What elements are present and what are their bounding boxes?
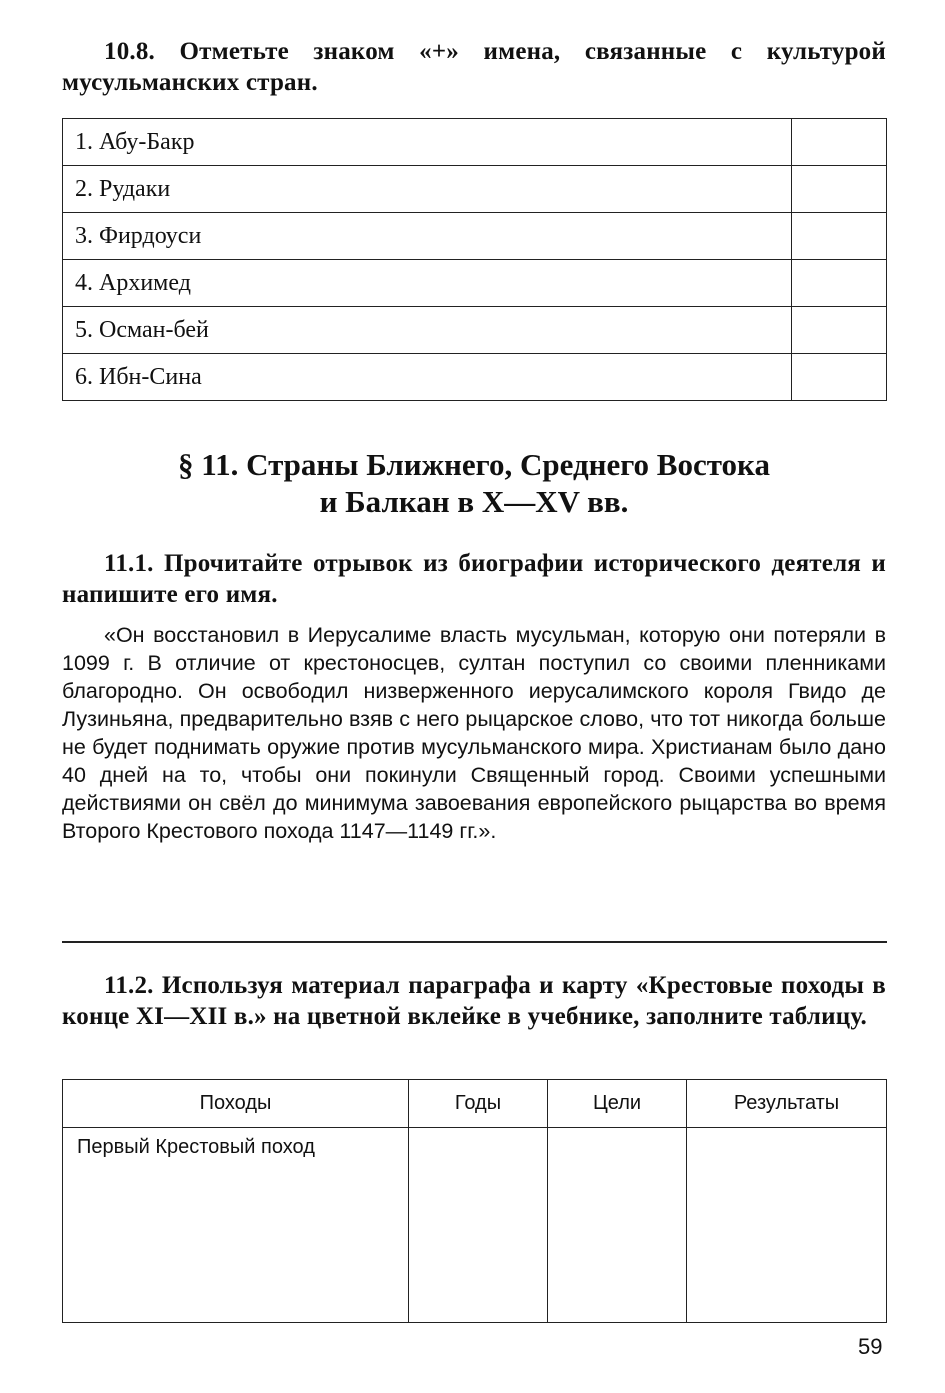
mark-cell[interactable] [792, 213, 887, 260]
column-header: Походы [63, 1080, 409, 1128]
section-title-line-1: § 11. Страны Ближнего, Среднего Востока [178, 447, 770, 482]
task-text: Отметьте знаком «+» имена, связанные с культурой мусульманских стран. [62, 38, 886, 96]
task-11-1-heading [62, 548, 886, 610]
column-header: Результаты [687, 1080, 887, 1128]
table-row [63, 119, 887, 166]
mark-cell[interactable] [792, 260, 887, 307]
name-cell: 2. Рудаки [63, 166, 792, 213]
name-cell: 4. Архимед [63, 260, 792, 307]
table-header-row [63, 1080, 887, 1128]
results-cell[interactable] [687, 1128, 887, 1323]
column-header: Цели [548, 1080, 687, 1128]
task-text: Прочитайте отрывок из биографии исторического деятеля и напишите его имя. [62, 550, 886, 608]
answer-line[interactable] [62, 941, 887, 943]
mark-cell[interactable] [792, 119, 887, 166]
column-header: Годы [409, 1080, 548, 1128]
names-table [62, 118, 887, 401]
table-row [63, 213, 887, 260]
task-text: Используя материал параграфа и карту «Крестовые походы в конце XI—XII в.» на цветной вклейке в учебнике, заполните таблицу. [62, 972, 886, 1030]
years-cell[interactable] [409, 1128, 548, 1323]
crusades-table [62, 1079, 887, 1323]
name-cell: 5. Осман-бей [63, 307, 792, 354]
task-number: 10.8. [104, 38, 155, 65]
mark-cell[interactable] [792, 307, 887, 354]
table-row [63, 307, 887, 354]
mark-cell[interactable] [792, 166, 887, 213]
section-title-line-2: и Балкан в X—XV вв. [319, 484, 629, 519]
task-number: 11.1. [104, 550, 154, 577]
task-number: 11.2. [104, 972, 154, 999]
mark-cell[interactable] [792, 354, 887, 401]
section-heading [62, 446, 886, 520]
name-cell: 6. Ибн-Сина [63, 354, 792, 401]
table-row [63, 166, 887, 213]
table-row [63, 260, 887, 307]
task-11-2-heading [62, 970, 886, 1032]
goals-cell[interactable] [548, 1128, 687, 1323]
name-cell: 3. Фирдоуси [63, 213, 792, 260]
biography-passage: «Он восстановил в Иерусалиме власть мусульман, которую они потеряли в 1099 г. В отличие от крестоносцев, султан поступил со своими пленниками благородно. Он освободил низверженного иерусалимского короля Гвидо де Лузиньяна, предварительно взяв с него рыцарское слово, что тот никогда больше не будет поднимать оружие против мусульманского мира. Христианам было дано 40 дней на то, чтобы они покинули Священный город. Своими успешными действиями он свёл до минимума завоевания европейского рыцарства во время Второго Крестового похода 1147—1149 гг.». [62, 623, 886, 843]
page-number: 59 [858, 1334, 883, 1359]
task-10-8-heading [62, 36, 886, 98]
name-cell: 1. Абу-Бакр [63, 119, 792, 166]
crusade-name-cell: Первый Крестовый поход [63, 1128, 409, 1323]
table-row [63, 1128, 887, 1323]
table-row [63, 354, 887, 401]
